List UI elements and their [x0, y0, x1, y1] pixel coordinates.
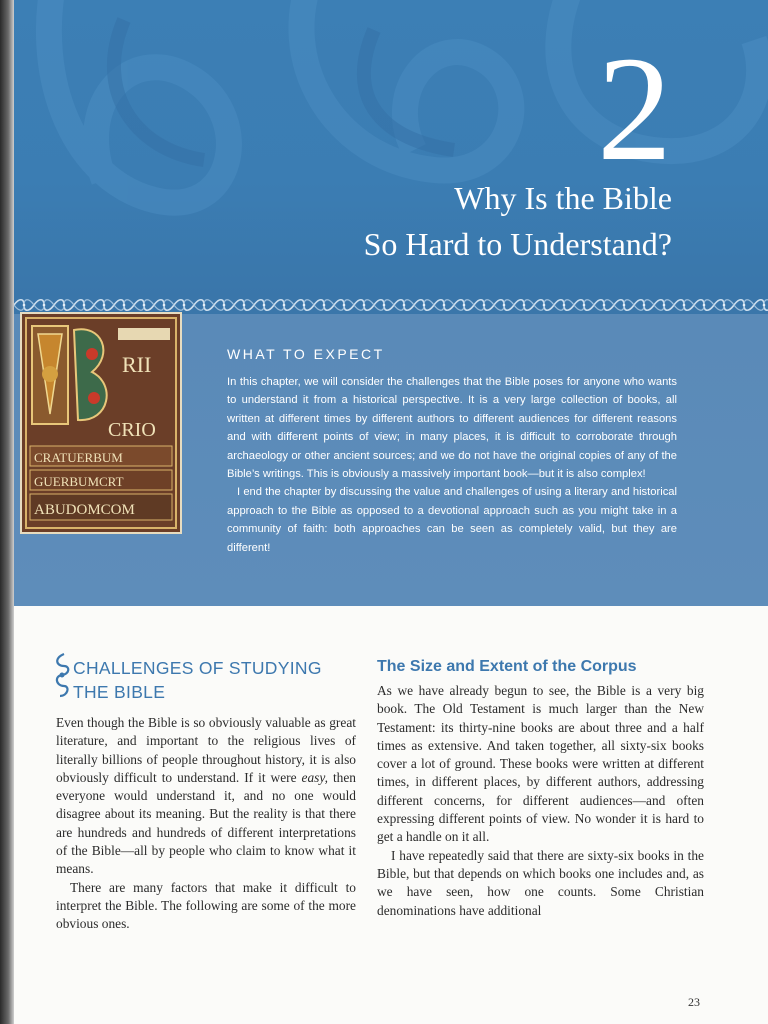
subsection-heading: The Size and Extent of the Corpus [377, 658, 637, 675]
expect-paragraph: In this chapter, we will consider the challenges that the Bible poses for anyone who wants to understand it from a historical perspective. It is a very large collection of books, all written at different times by different authors to different audiences for different reasons and with different points of view; in many places, it is difficult to corroborate through archaeology or other ancient sources; and we do not have the original copies of any of the Bible’s writings. This is obviously a massively important book—but it is also complex! [227, 376, 677, 481]
page-number: 23 [688, 995, 700, 1009]
section-ornament-icon [52, 652, 72, 698]
body-paragraph: There are many factors that make it difficult to interpret the Bible. The following are some of the more obvious ones. [56, 879, 356, 932]
body-paragraph: As we have already begun to see, the Bible is a very big book. The Old Testament is much larger than the New Testament: its thirty-nine books are about three and a half times as extensive. And taken together, all sixty-six books cover a lot of ground. These books were written at different times, in different places, by different authors, addressing different concerns, for different audiences—and often expressing different points of view. No wonder it is hard to get a handle on it all. [377, 683, 704, 845]
manuscript-letters-1: RII [122, 352, 152, 377]
expect-paragraph: I end the chapter by discussing the value and challenges of using a literary and historical approach to the Bible as opposed to a devotional approach such as you might take in a community of faith: both approaches can be seen as completely valid, but they are different! [227, 486, 677, 554]
manuscript-letters-3: CRATUERBUM [34, 450, 123, 465]
body-paragraph: I have repeatedly said that there are sixty-six books in the Bible, but that depends on which books one includes and, as we have seen, how one counts. Some Christian denominations have additional [377, 847, 704, 918]
manuscript-letters-4: GUERBUMCRT [34, 474, 124, 489]
manuscript-letters-5: ABUDOMCOM [34, 502, 135, 518]
left-column-text [56, 714, 356, 934]
section-heading-line-2: THE BIBLE [73, 682, 166, 702]
section-heading [73, 656, 322, 704]
chapter-header [14, 0, 768, 300]
chapter-title-line-2: So Hard to Understand? [363, 226, 672, 262]
body-text: then everyone would understand it, and no one would disagree about its meaning. But the reality is that there are hundreds and hundreds of different interpretations of the Bible—all by people who claim to know what it means. [56, 769, 356, 877]
what-to-expect-heading: WHAT TO EXPECT [227, 346, 385, 362]
manuscript-letters-2: CRIO [108, 419, 156, 441]
book-spine-shadow [0, 0, 14, 1024]
section-heading-line-1: CHALLENGES OF STUDYING [73, 658, 322, 678]
chapter-title-line-1: Why Is the Bible [454, 180, 672, 216]
what-to-expect-text [227, 373, 677, 557]
body-paragraph [56, 714, 356, 879]
right-column-text [377, 682, 704, 920]
illuminated-manuscript-image [22, 314, 180, 532]
body-text: Even though the Bible is so obviously valuable as great literature, and important to the religious lives of literally billions of people throughout history, it is also obviously difficult to understand. If it were [56, 715, 356, 785]
chapter-number: 2 [597, 26, 672, 192]
manuscript-illustration [20, 312, 182, 534]
emphasis-text: easy, [301, 769, 328, 785]
